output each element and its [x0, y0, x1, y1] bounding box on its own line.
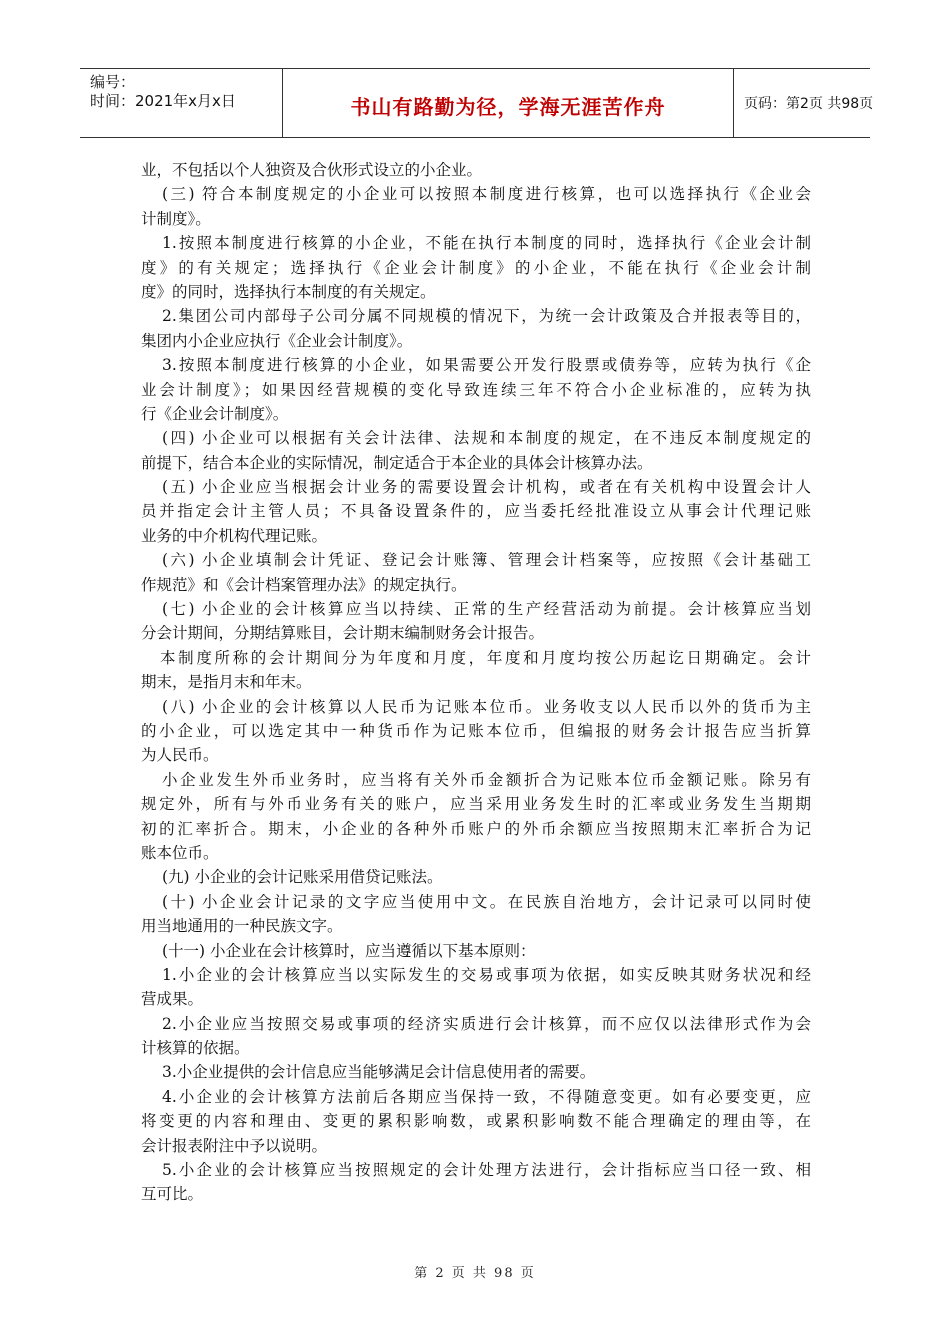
text-line: 度》的同时，选择执行本制度的有关规定。 — [141, 282, 436, 301]
page-footer: 第 2 页 共 98 页 — [414, 1266, 536, 1281]
header-motto: 书山有路勤为径，学海无涯苦作舟 — [350, 95, 666, 119]
text-line: 计制度》。 — [141, 209, 211, 228]
text-line: (三) 符合本制度规定的小企业可以按照本制度进行核算，也可以选择执行《企业会 — [162, 185, 811, 204]
text-line: 的小企业，可以选定其中一种货币作为记账本位币，但编报的财务会计报告应当折算 — [141, 721, 811, 740]
text-line: 营成果。 — [141, 990, 204, 1009]
text-line: 账本位币。 — [141, 843, 219, 862]
text-line: (八) 小企业的会计核算以人民币为记账本位币。业务收支以人民币以外的货币为主 — [162, 697, 811, 716]
text-line: 用当地通用的一种民族文字。 — [141, 917, 343, 936]
text-line: 初的汇率折合。期末，小企业的各种外币账户的外币余额应当按照期末汇率折合为记 — [141, 819, 811, 838]
text-line: (七) 小企业的会计核算应当以持续、正常的生产经营活动为前提。会计核算应当划 — [162, 600, 811, 619]
text-line: 将变更的内容和理由、变更的累积影响数，或累积影响数不能合理确定的理由等，在 — [141, 1112, 811, 1131]
text-line: 业，不包括以个人独资及合伙形式设立的小企业。 — [141, 161, 483, 179]
text-line: (六) 小企业填制会计凭证、登记会计账簿、管理会计档案等，应按照《会计基础工 — [162, 551, 811, 570]
header-meta-cell — [80, 69, 280, 137]
text-line: 规定外，所有与外币业务有关的账户，应当采用业务发生时的汇率或业务发生当期期 — [141, 795, 811, 814]
header-page-info: 页码：第2页 共98页 — [744, 96, 874, 112]
text-line: 2.集团公司内部母子公司分属不同规模的情况下，为统一会计政策及合并报表等目的， — [162, 307, 811, 326]
text-line: 5.小企业的会计核算应当按照规定的会计处理方法进行，会计指标应当口径一致、相 — [162, 1161, 811, 1180]
text-line: 3.按照本制度进行核算的小企业，如果需要公开发行股票或债券等，应转为执行《企 — [162, 356, 811, 375]
text-line: 会计报表附注中予以说明。 — [141, 1136, 328, 1155]
text-line: 计核算的依据。 — [141, 1039, 250, 1058]
text-line: 度》的有关规定；选择执行《企业会计制度》的小企业，不能在执行《企业会计制 — [141, 258, 811, 277]
text-line: 4.小企业的会计核算方法前后各期应当保持一致，不得随意变更。如有必要变更，应 — [162, 1087, 811, 1106]
text-line: 2.小企业应当按照交易或事项的经济实质进行会计核算，而不应仅以法律形式作为会 — [162, 1014, 811, 1033]
text-line: 行《企业会计制度》。 — [141, 404, 289, 423]
document-date: 时间：2021年x月x日 — [90, 92, 236, 110]
text-line: (十一) 小企业在会计核算时，应当遵循以下基本原则： — [162, 941, 536, 960]
text-line: 分会计期间，分期结算账目，会计期末编制财务会计报告。 — [141, 624, 545, 643]
header-page-cell — [734, 69, 874, 137]
text-line: 1.按照本制度进行核算的小企业，不能在执行本制度的同时，选择执行《企业会计制 — [162, 234, 811, 253]
header-motto-cell — [282, 69, 734, 137]
text-line: 业务的中介机构代理记账。 — [141, 526, 328, 545]
page-header — [80, 68, 874, 138]
text-line: 集团内小企业应执行《企业会计制度》。 — [141, 331, 413, 350]
text-line: 小企业发生外币业务时，应当将有关外币金额折合为记账本位币金额记账。除另有 — [162, 770, 811, 789]
document-body — [141, 158, 811, 1207]
text-line: 1.小企业的会计核算应当以实际发生的交易或事项为依据，如实反映其财务状况和经 — [162, 965, 811, 984]
text-line: (四) 小企业可以根据有关会计法律、法规和本制度的规定，在不违反本制度规定的 — [162, 429, 811, 448]
text-line: (五) 小企业应当根据会计业务的需要设置会计机构，或者在有关机构中设置会计人 — [162, 478, 811, 497]
text-line: 本制度所称的会计期间分为年度和月度，年度和月度均按公历起讫日期确定。会计 — [160, 648, 811, 667]
text-line: 员并指定会计主管人员；不具备设置条件的，应当委托经批准设立从事会计代理记账 — [141, 502, 811, 521]
text-line: 期末，是指月末和年末。 — [141, 673, 312, 692]
text-line: 3.小企业提供的会计信息应当能够满足会计信息使用者的需要。 — [162, 1063, 596, 1082]
text-line: 业会计制度》；如果因经营规模的变化导致连续三年不符合小企业标准的，应转为执 — [141, 380, 811, 399]
text-line: 为人民币。 — [141, 746, 219, 765]
document-number-label: 编号： — [90, 73, 136, 91]
text-line: (十) 小企业会计记录的文字应当使用中文。在民族自治地方，会计记录可以同时使 — [162, 892, 811, 911]
text-line: 互可比。 — [141, 1185, 204, 1204]
text-line: (九) 小企业的会计记账采用借贷记账法。 — [162, 868, 443, 887]
text-line: 作规范》和《会计档案管理办法》的规定执行。 — [141, 575, 467, 594]
text-line: 前提下，结合本企业的实际情况，制定适合于本企业的具体会计核算办法。 — [141, 453, 653, 472]
